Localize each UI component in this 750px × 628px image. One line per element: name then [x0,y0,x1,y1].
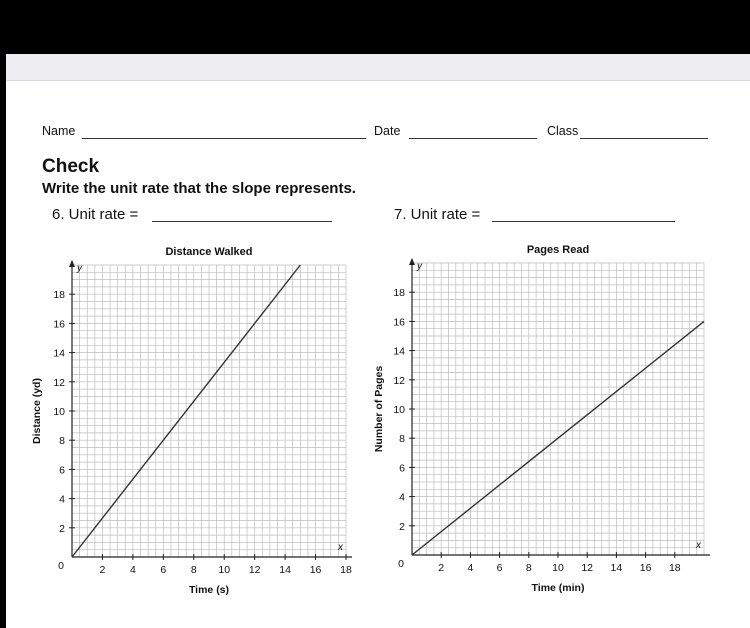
chart2-x-axis-label: Time (min) [531,582,585,594]
chart1-x-tick-label: 2 [99,564,106,576]
chart1-x-axis-label: Time (s) [188,584,230,596]
chart1-y-tick-label: 12 [53,376,65,389]
chart2-x-tick-label: 2 [438,562,445,574]
chart1-y-tick-label: 2 [59,522,65,535]
chart1-y-tick-label: 16 [53,318,65,331]
top-bar [6,54,750,81]
chart1-y-tick-label: 14 [53,347,65,360]
chart1-y-tick-label: 4 [59,493,65,506]
chart1-x-tick-label: 18 [340,564,352,576]
class-line [580,138,708,139]
chart1-y-tick-label: 6 [59,464,65,477]
instruction-text: Write the unit rate that the slope represents. [42,180,356,197]
chart2-y-tick-label: 4 [399,491,405,504]
problem-7-answer-line [492,221,675,222]
chart1-x-tick-label: 14 [279,564,291,576]
problem-7-label: 7. Unit rate = [394,206,481,223]
chart1-x-tick-label: 12 [248,564,261,576]
chart2-y-tick-label: 6 [399,462,405,475]
worksheet-page [6,54,750,628]
chart2-y-axis-variable: y [417,261,422,272]
name-label: Name [42,124,76,138]
chart1-x-tick-label: 10 [218,564,231,576]
chart1-x-axis-variable: x [338,542,343,553]
section-heading: Check [42,156,100,177]
chart2-y-tick-label: 2 [399,520,405,533]
problem-6-answer-line [152,221,332,222]
pages-read-chart [373,234,750,604]
chart1-title: Distance Walked [165,246,253,258]
chart1-origin-label: 0 [58,560,64,572]
chart2-x-axis-variable: x [696,540,701,551]
class-label: Class [547,124,579,138]
date-line [409,138,537,139]
problem-6-label: 6. Unit rate = [52,206,139,223]
chart2-origin-label: 0 [398,558,404,570]
chart1-y-tick-label: 10 [53,406,65,418]
chart2-x-tick-label: 14 [610,562,623,574]
chart2-y-tick-label: 14 [393,345,405,358]
distance-walked-chart [6,234,378,604]
chart2-y-axis-arrow [409,258,415,265]
chart2-y-tick-label: 18 [393,287,405,300]
chart2-y-tick-label: 12 [393,374,405,387]
chart1-x-tick-label: 4 [129,564,136,576]
chart2-y-tick-label: 10 [393,404,405,416]
chart1-x-tick-label: 8 [190,564,197,576]
chart1-x-tick-label: 16 [309,564,322,576]
chart1-y-axis-arrow [69,260,75,267]
chart2-y-tick-label: 16 [393,316,405,329]
chart1-y-tick-label: 18 [53,289,65,302]
date-label: Date [374,124,401,138]
chart2-x-tick-label: 18 [668,562,681,574]
chart2-x-tick-label: 12 [581,562,594,574]
name-line [82,138,366,139]
chart1-y-axis-label: Distance (yd) [31,378,43,444]
chart2-x-tick-label: 4 [467,562,474,574]
chart2-x-tick-label: 8 [525,562,532,574]
chart2-x-tick-label: 6 [496,562,503,574]
chart2-title: Pages Read [526,244,590,256]
chart1-y-tick-label: 8 [59,435,65,448]
chart2-x-tick-label: 16 [639,562,652,574]
chart2-y-axis-label: Number of Pages [373,365,385,453]
chart2-y-tick-label: 8 [399,433,405,446]
chart2-x-tick-label: 10 [552,562,564,574]
chart1-y-axis-variable: y [77,263,82,274]
chart1-x-tick-label: 6 [160,564,167,576]
